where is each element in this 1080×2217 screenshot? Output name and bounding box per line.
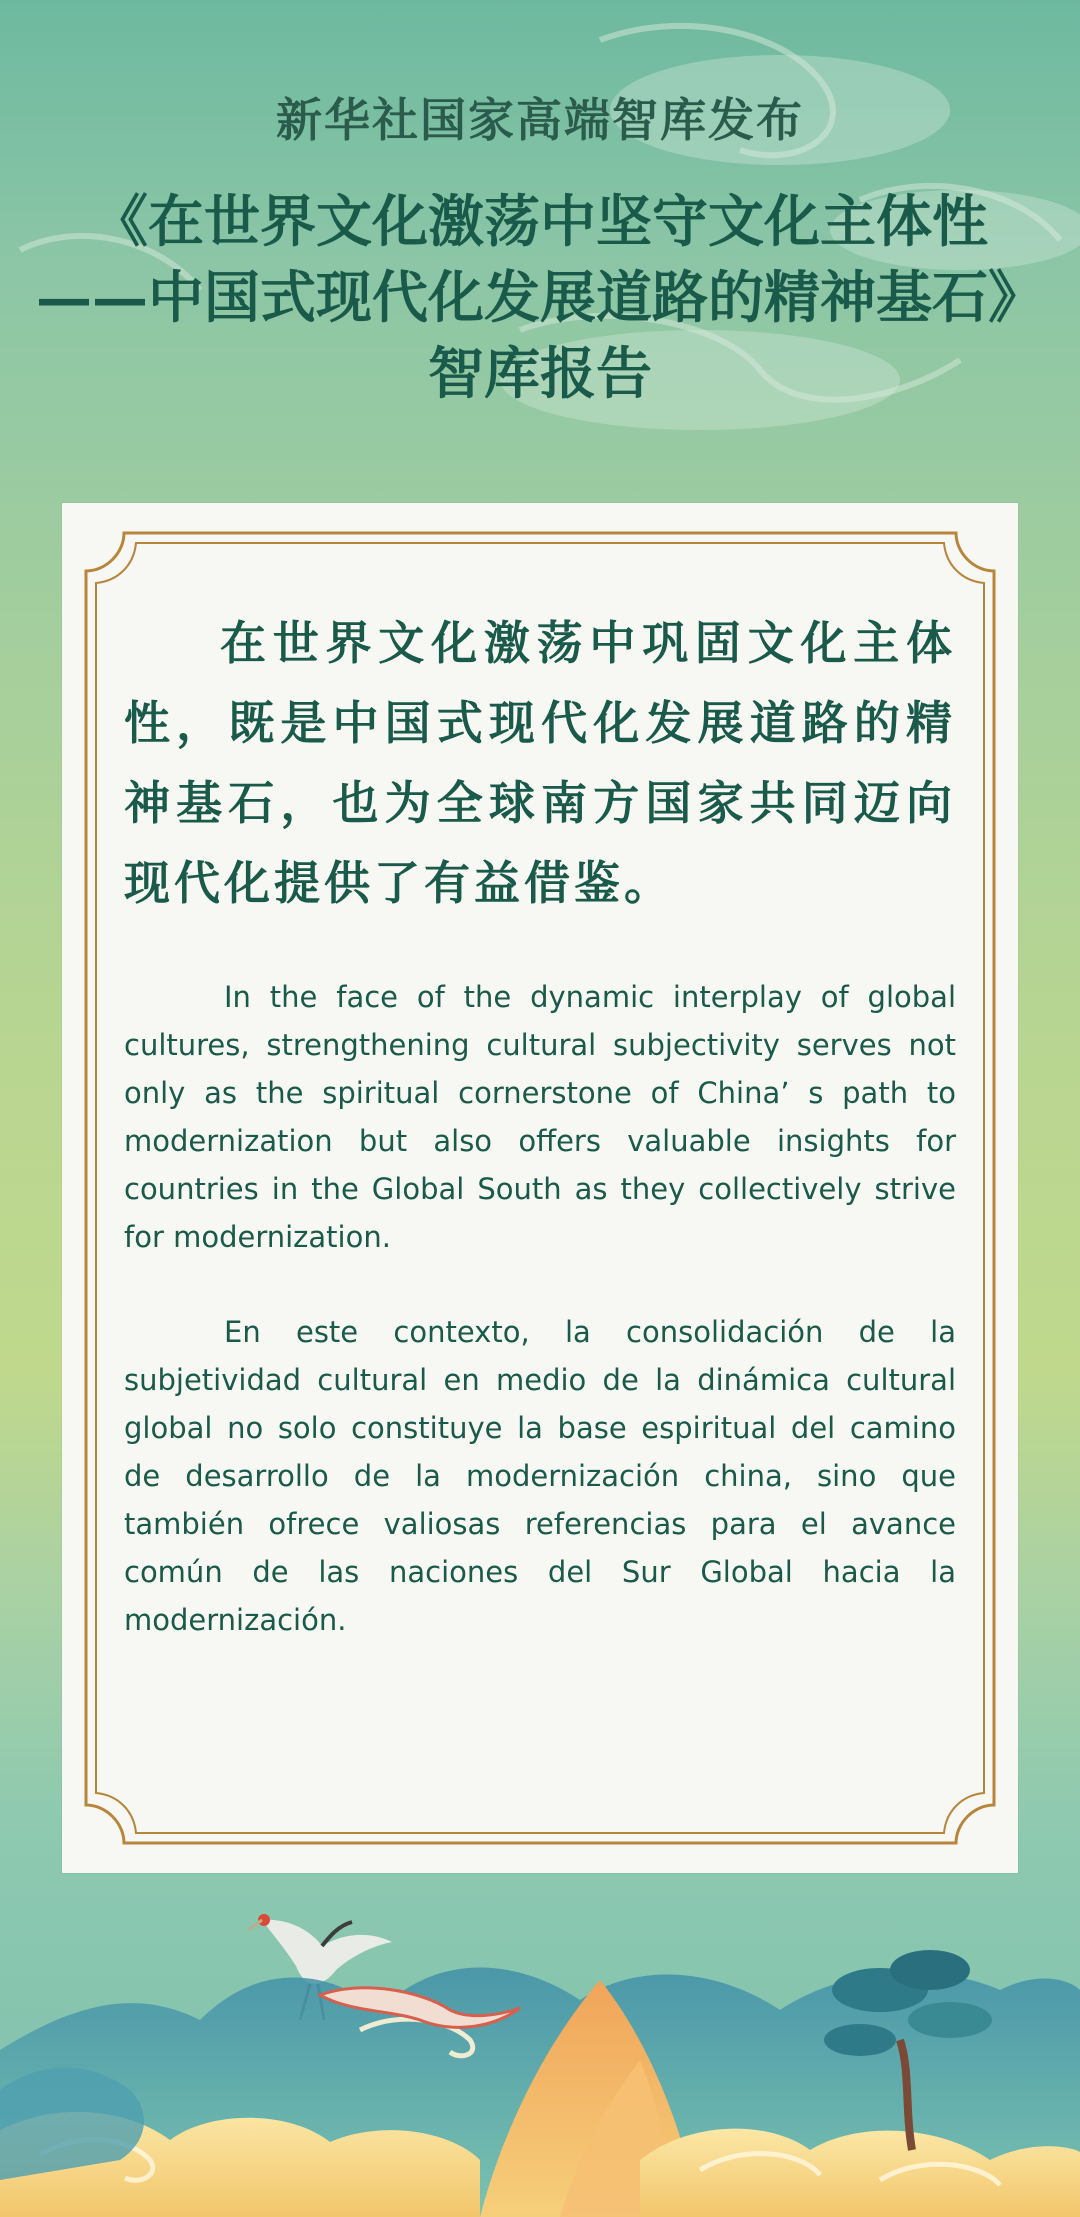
english-paragraph: In the face of the dynamic interplay of global cultures, strengthening cultural subjectivity serves not only as the spiritual cornerstone of China’ s path to modernization but also offers valuable insights for countries in the Global South as they collectively strive for modernization. [124, 980, 956, 1254]
report-title-line-2: ——中国式现代化发展道路的精神基石》 [36, 265, 1044, 331]
landscape-scenery [0, 1880, 1080, 2217]
panel-content [124, 603, 956, 1644]
text-panel [62, 503, 1018, 1873]
chinese-paragraph: 在世界文化激荡中巩固文化主体性，既是中国式现代化发展道路的精神基石，也为全球南方国家共同迈向现代化提供了有益借鉴。 [124, 616, 956, 910]
header [0, 90, 1080, 412]
report-title [0, 184, 1080, 412]
report-title-line-3: 智库报告 [428, 341, 652, 407]
spanish-paragraph: En este contexto, la consolidación de la subjetividad cultural en medio de la dinámica cultural global no solo constituye la base espiritual del camino de desarrollo de la modernización china, sino que también ofrece valiosas referencias para el avance común de las naciones del Sur Global hacia la modernización. [124, 1315, 956, 1637]
publisher-title: 新华社国家高端智库发布 [276, 93, 804, 147]
report-title-line-1: 《在世界文化激荡中坚守文化主体性 [92, 189, 988, 255]
